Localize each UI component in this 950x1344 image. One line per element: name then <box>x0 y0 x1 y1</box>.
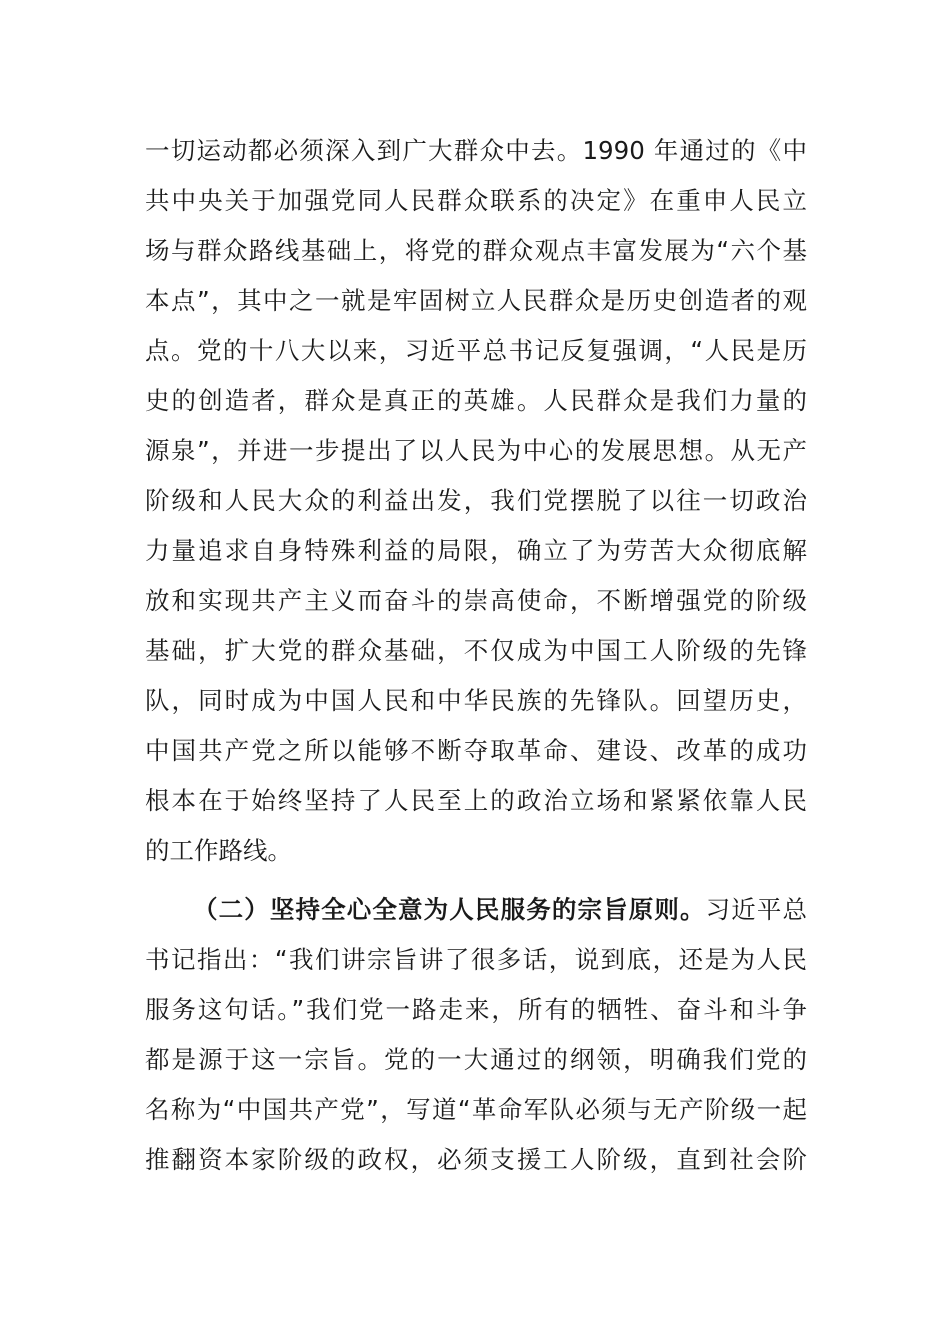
text-line: 书记指出：“我们讲宗旨讲了很多话，说到底，还是为人民 <box>145 945 807 974</box>
text-line: 史的创造者，群众是真正的英雄。人民群众是我们力量的 <box>145 386 807 415</box>
text-line: 中国共产党之所以能够不断夺取革命、建设、改革的成功 <box>145 736 807 765</box>
text-line: 放和实现共产主义而奋斗的崇高使命，不断增强党的阶级 <box>145 586 807 615</box>
text-line: 力量追求自身特殊利益的局限，确立了为劳苦大众彻底解 <box>145 536 807 565</box>
text-line: 队，同时成为中国人民和中华民族的先锋队。回望历史， <box>145 686 807 715</box>
text-line: 场与群众路线基础上，将党的群众观点丰富发展为“六个基 <box>145 236 807 265</box>
paragraph-2 <box>145 885 807 1185</box>
paragraph-2-first-line <box>145 885 807 935</box>
text-line: 阶级和人民大众的利益出发，我们党摆脱了以往一切政治 <box>145 486 807 515</box>
text-line: 都是源于这一宗旨。党的一大通过的纲领，明确我们党的 <box>145 1045 807 1074</box>
text-line: 共中央关于加强党同人民群众联系的决定》在重申人民立 <box>145 186 807 215</box>
text-line: 服务这句话。”我们党一路走来，所有的牺牲、奋斗和斗争 <box>145 995 807 1024</box>
text-line: 根本在于始终坚持了人民至上的政治立场和紧紧依靠人民 <box>145 786 807 815</box>
document-body <box>145 126 807 1185</box>
text-line: 本点”，其中之一就是牢固树立人民群众是历史创造者的观 <box>145 286 807 315</box>
paragraph-1 <box>145 126 807 876</box>
section-heading: （二）坚持全心全意为人民服务的宗旨原则。 <box>193 895 706 924</box>
text-line: 源泉”，并进一步提出了以人民为中心的发展思想。从无产 <box>145 436 807 465</box>
text-line: 基础，扩大党的群众基础，不仅成为中国工人阶级的先锋 <box>145 636 807 665</box>
text-line: 一切运动都必须深入到广大群众中去。1990 年通过的《中 <box>145 136 807 165</box>
text-line: 推翻资本家阶级的政权，必须支援工人阶级，直到社会阶 <box>145 1145 807 1174</box>
text-line: 点。党的十八大以来，习近平总书记反复强调，“人民是历 <box>145 336 807 365</box>
paragraph-spacer <box>145 876 807 885</box>
text-line: 的工作路线。 <box>145 836 292 865</box>
text-fragment: 习近平总 <box>705 895 808 924</box>
text-line: 名称为“中国共产党”，写道“革命军队必须与无产阶级一起 <box>145 1095 807 1124</box>
